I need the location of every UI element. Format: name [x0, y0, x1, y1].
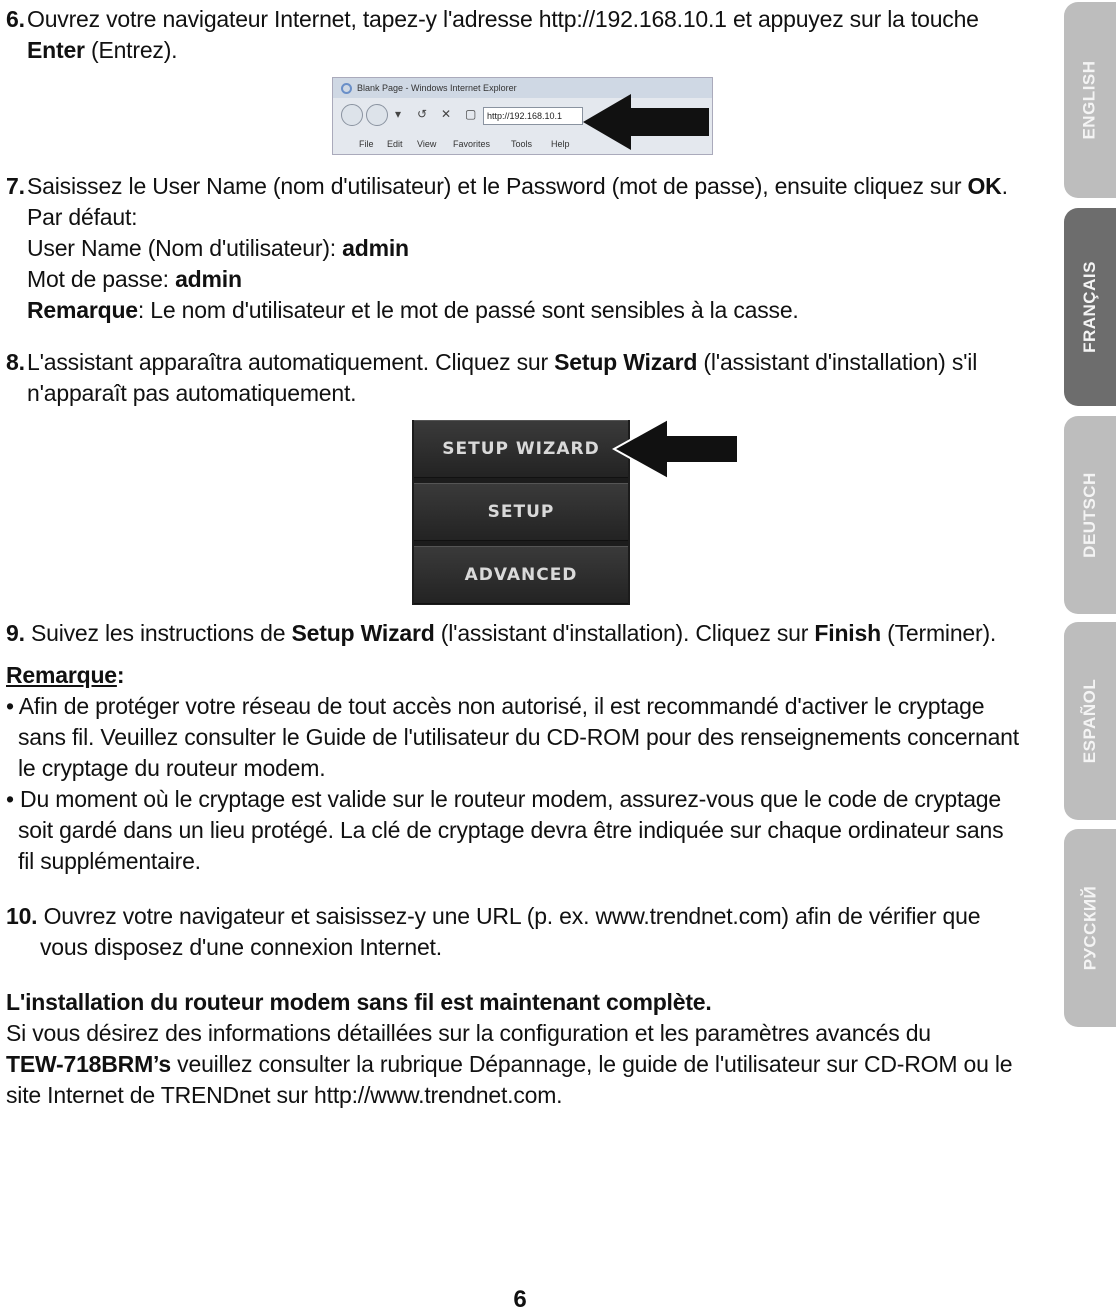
page-icon: ▢ [465, 107, 477, 121]
stop-icon: ✕ [441, 107, 452, 121]
menu-edit: Edit [387, 139, 403, 149]
step-8 [6, 347, 977, 409]
tab-deutsch[interactable] [1064, 416, 1116, 614]
closing-heading: L'installation du routeur modem sans fil est maintenant complète. [6, 989, 712, 1015]
step-number: 9. [6, 620, 25, 646]
step-number: 6. [6, 6, 25, 32]
default-password: admin [175, 266, 242, 292]
step-text: (Entrez). [84, 37, 178, 63]
step-text: Suivez les instructions de [24, 620, 292, 646]
tab-english[interactable] [1064, 2, 1116, 198]
step-text: L'assistant apparaîtra automatiquement. Cliquez sur [27, 349, 555, 375]
dropdown-icon: ▾ [395, 107, 402, 121]
menu-help: Help [551, 139, 570, 149]
bullet-text: soit gardé dans un lieu protégé. La clé de cryptage devra être indiquée sur chaque ordinateur sans [18, 817, 1004, 843]
tab-label: DEUTSCH [1080, 472, 1100, 558]
tab-russian[interactable] [1064, 829, 1116, 1027]
tab-label: ESPAÑOL [1080, 678, 1100, 764]
bullet-text: • Afin de protéger votre réseau de tout accès non autorisé, il est recommandé d'activer le cryptage [6, 693, 985, 719]
closing-section [6, 987, 1012, 1111]
browser-screenshot [332, 77, 713, 155]
refresh-icon: ↺ [417, 107, 428, 121]
step-text: Par défaut: [27, 204, 138, 230]
closing-text: veuillez consulter la rubrique Dépannage, le guide de l'utilisateur sur CD-ROM ou le [170, 1051, 1013, 1077]
setup-wizard-label: Setup Wizard [554, 349, 698, 375]
step-text: (l'assistant d'installation) s'il [697, 349, 978, 375]
tab-label: FRANÇAIS [1080, 261, 1099, 353]
step-number: 7. [6, 173, 25, 199]
router-menu-screenshot [412, 420, 630, 605]
tab-francais[interactable] [1064, 208, 1116, 406]
step-text: Saisissez le User Name (nom d'utilisateur) et le Password (mot de passe), ensuite cliquez sur [27, 173, 968, 199]
step-7 [6, 171, 1008, 326]
arrow-pointer-icon [581, 90, 711, 154]
closing-text: Si vous désirez des informations détaillées sur la configuration et les paramètres avancés du [6, 1020, 931, 1046]
ie-logo-icon [341, 83, 352, 94]
step-number: 10. [6, 903, 38, 929]
finish-label: Finish [814, 620, 881, 646]
menu-view: View [417, 139, 437, 149]
remarque-section [6, 660, 1019, 877]
step-text [6, 620, 996, 646]
remarque-heading: Remarque [6, 662, 117, 688]
forward-icon [366, 104, 388, 126]
bullet-text: le cryptage du routeur modem. [18, 755, 326, 781]
browser-title: Blank Page - Windows Internet Explorer [357, 83, 517, 93]
setup-wizard-button: SETUP WIZARD [414, 420, 628, 478]
step-text: : Le nom d'utilisateur et le mot de passé sont sensibles à la casse. [137, 297, 799, 323]
tab-espanol[interactable] [1064, 622, 1116, 820]
step-text: (l'assistant d'installation). Cliquez sur [434, 620, 815, 646]
bullet-text: fil supplémentaire. [18, 848, 201, 874]
step-text: n'apparaît pas automatiquement. [27, 380, 357, 406]
model-name: TEW-718BRM’s [6, 1051, 171, 1077]
step-text: (Terminer). [880, 620, 997, 646]
tab-label: ENGLISH [1080, 60, 1099, 140]
back-icon [341, 104, 363, 126]
step-text: Mot de passe: [27, 266, 176, 292]
step-text: vous disposez d'une connexion Internet. [40, 934, 442, 960]
menu-file: File [359, 139, 374, 149]
step-text: Ouvrez votre navigateur Internet, tapez-y l'adresse http://192.168.10.1 et appuyez sur la touche [27, 6, 979, 32]
page-number: 6 [513, 1286, 527, 1313]
setup-wizard-label: Setup Wizard [291, 620, 435, 646]
default-username: admin [342, 235, 409, 261]
menu-favorites: Favorites [453, 139, 491, 149]
bullet-text: • Du moment où le cryptage est valide sur le routeur modem, assurez-vous que le code de cryptage [6, 786, 1001, 812]
note-label: Remarque [27, 297, 138, 323]
step-text: Ouvrez votre navigateur et saisissez-y une URL (p. ex. www.trendnet.com) afin de vérifier que [37, 903, 981, 929]
setup-button: SETUP [414, 483, 628, 541]
tab-label: РУССКИЙ [1080, 885, 1099, 971]
arrow-pointer-icon [612, 417, 740, 481]
address-bar: http://192.168.10.1 [483, 107, 583, 125]
menu-tools: Tools [511, 139, 533, 149]
step-6 [6, 4, 979, 66]
closing-text: site Internet de TRENDnet sur http://www.trendnet.com. [6, 1082, 563, 1108]
enter-key-label: Enter [27, 37, 85, 63]
step-number: 8. [6, 349, 25, 375]
remarque-colon: : [116, 662, 125, 688]
advanced-button: ADVANCED [414, 546, 628, 604]
step-text: User Name (Nom d'utilisateur): [27, 235, 343, 261]
step-text: . [1001, 173, 1008, 199]
ok-label: OK [967, 173, 1002, 199]
step-10 [6, 901, 980, 963]
step-9 [6, 618, 996, 649]
bullet-text: sans fil. Veuillez consulter le Guide de l'utilisateur du CD-ROM pour des renseignements concernant [18, 724, 1019, 750]
